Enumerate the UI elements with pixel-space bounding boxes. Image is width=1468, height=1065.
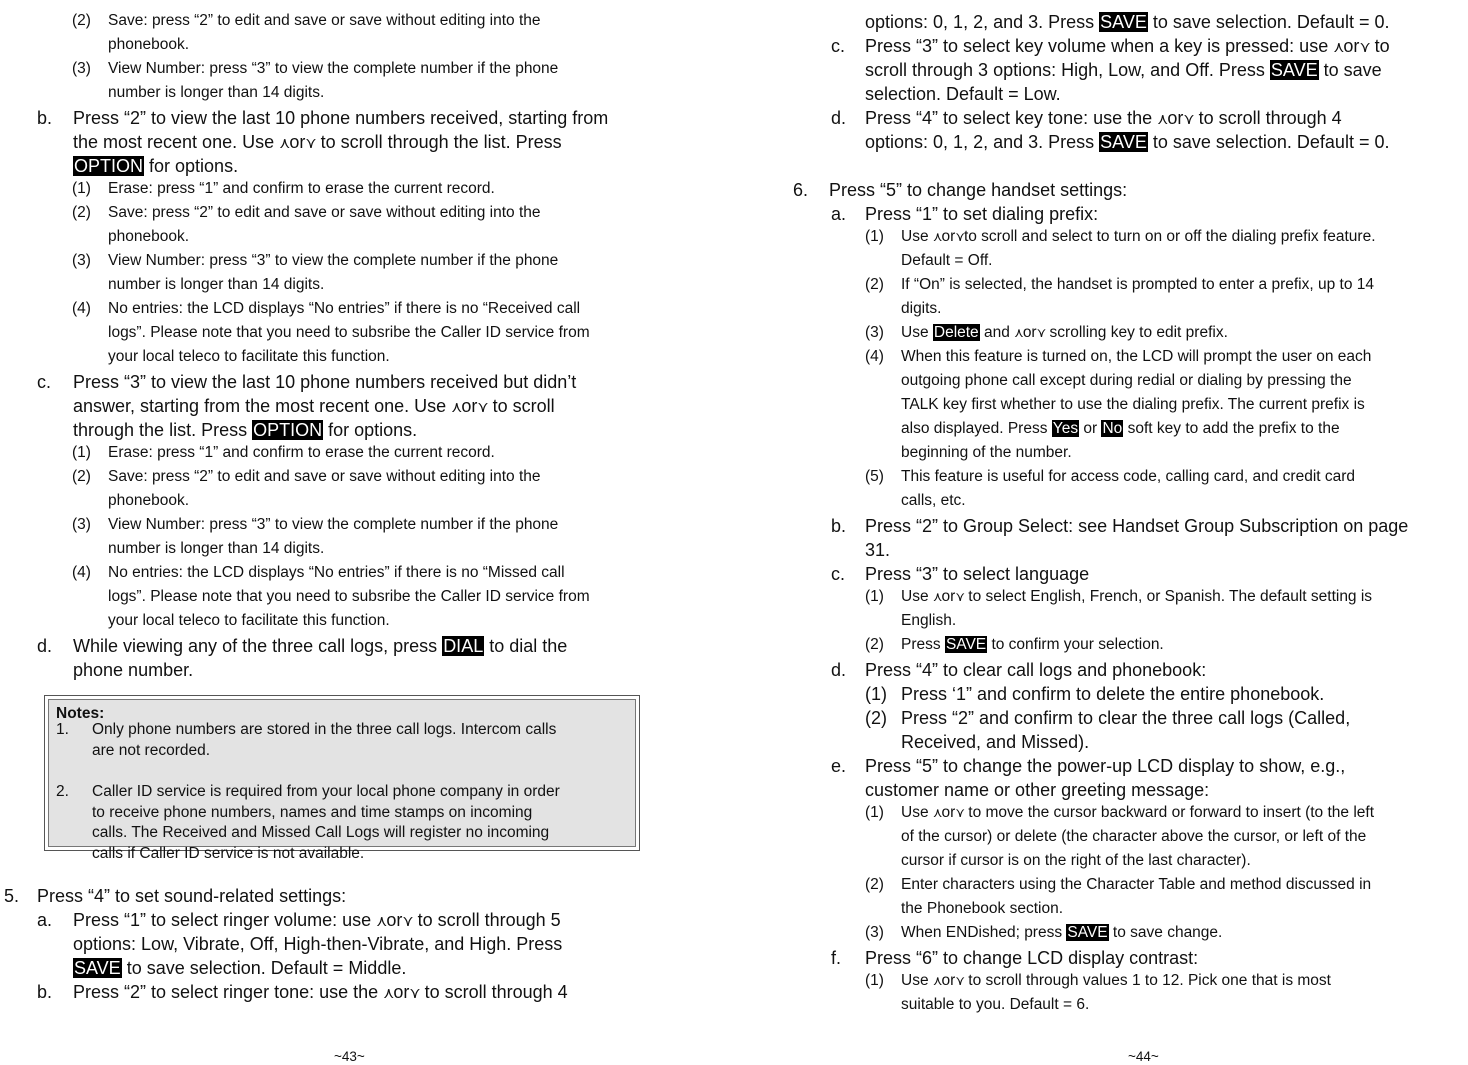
note-marker: 2. <box>56 783 69 800</box>
list-marker: (1) <box>865 228 884 245</box>
body-text: View Number: press “3” to view the complete number if the phone <box>108 516 559 533</box>
list-marker: (3) <box>865 924 884 941</box>
body-text: through the list. Press <box>73 420 253 440</box>
up-down-arrow-icon: ⋏ <box>1014 325 1023 340</box>
body-text: Use ⋏or⋎to scroll and select to turn on or off the dialing prefix feature. <box>901 228 1376 245</box>
list-marker: (1) <box>865 588 884 605</box>
body-text: Press “5” to change handset settings: <box>829 180 1128 200</box>
body-text: Press “2” to view the last 10 phone numbers received, starting from <box>73 108 609 128</box>
body-text: phone number. <box>73 660 194 680</box>
list-marker: c. <box>37 372 52 392</box>
body-text: Press <box>901 636 945 653</box>
body-text: 31. <box>865 540 891 560</box>
body-text: When this feature is turned on, the LCD will prompt the user on each <box>901 348 1372 365</box>
note-text: calls. The Received and Missed Call Logs will register no incoming <box>92 824 550 841</box>
body-text: scroll through 3 options: High, Low, and Off. Press <box>865 60 1270 80</box>
key-label: OPTION <box>74 156 144 176</box>
body-text: View Number: press “3” to view the complete number if the phone <box>108 252 559 269</box>
list-marker: (4) <box>865 348 884 365</box>
body-text: Press “1” to set dialing prefix: <box>865 204 1099 224</box>
notes-title: Notes: <box>56 705 105 722</box>
list-marker: (4) <box>72 564 91 581</box>
body-text: No entries: the LCD displays “No entries” if there is no “Received call <box>108 300 581 317</box>
body-text: your local teleco to facilitate this function. <box>108 612 390 629</box>
list-marker: (2) <box>72 12 91 29</box>
list-marker: f. <box>831 948 842 968</box>
list-marker: (1) <box>865 972 884 989</box>
body-text: logs”. Please note that you need to subsribe the Caller ID service from <box>108 588 590 605</box>
body-text: View Number: press “3” to view the complete number if the phone <box>108 60 559 77</box>
list-marker: 5. <box>4 886 20 906</box>
up-down-arrow-icon: ⋏ <box>1333 39 1344 56</box>
body-text: If “On” is selected, the handset is prompted to enter a prefix, up to 14 <box>901 276 1375 293</box>
body-text: Erase: press “1” and confirm to erase the current record. <box>108 444 495 461</box>
list-marker: b. <box>37 982 53 1002</box>
up-down-arrow-icon: ⋏ <box>451 399 462 416</box>
list-marker: e. <box>831 756 847 776</box>
body-text: Erase: press “1” and confirm to erase the current record. <box>108 180 495 197</box>
body-text: When ENDished; press <box>901 924 1067 941</box>
up-down-arrow-icon: ⋏ <box>279 135 290 152</box>
body-text: of the cursor) or delete (the character above the cursor, or left of the <box>901 828 1367 845</box>
list-marker: c. <box>831 564 846 584</box>
body-text: Press “2” and confirm to clear the three call logs (Called, <box>901 708 1351 728</box>
body-text: suitable to you. Default = 6. <box>901 996 1090 1013</box>
up-down-arrow-icon: ⋏ <box>932 973 942 988</box>
body-text: outgoing phone call except during redial or dialing by pressing the <box>901 372 1352 389</box>
body-text: TALK key first whether to use the dialing prefix. The current prefix is <box>901 396 1365 413</box>
body-text: Press “4” to select key tone: use the ⋏or⋎ to scroll through 4 <box>865 108 1342 128</box>
body-text: phonebook. <box>108 228 190 245</box>
body-text: answer, starting from the most recent one. Use ⋏or⋎ to scroll <box>73 396 555 416</box>
list-marker: (2) <box>865 636 884 653</box>
up-down-arrow-icon: ⋏ <box>376 913 387 930</box>
list-marker: (4) <box>72 300 91 317</box>
body-text: phonebook. <box>108 36 190 53</box>
list-marker: (3) <box>72 252 91 269</box>
note-text: Only phone numbers are stored in the three call logs. Intercom calls <box>92 721 557 738</box>
body-text: Press ‘1” and confirm to delete the entire phonebook. <box>901 684 1325 704</box>
up-down-arrow-icon: ⋏ <box>383 985 394 1002</box>
body-text: Use ⋏or⋎ to scroll through values 1 to 12. Pick one that is most <box>901 972 1331 989</box>
body-text: digits. <box>901 300 942 317</box>
body-text: Press “6” to change LCD display contrast: <box>865 948 1199 968</box>
body-text: Use <box>901 324 933 341</box>
note-text: Caller ID service is required from your local phone company in order <box>92 783 560 800</box>
body-text: calls, etc. <box>901 492 966 509</box>
body-text: No entries: the LCD displays “No entries” if there is no “Missed call <box>108 564 565 581</box>
up-down-arrow-icon: ⋏ <box>932 229 942 244</box>
note-marker: 1. <box>56 721 69 738</box>
body-text: While viewing any of the three call logs, press <box>73 636 443 656</box>
body-text: also displayed. Press <box>901 420 1052 437</box>
body-text: your local teleco to facilitate this function. <box>108 348 390 365</box>
up-down-arrow-icon: ⋏ <box>932 805 942 820</box>
body-text: options: 0, 1, 2, and 3. Press <box>865 12 1100 32</box>
body-text: options: Low, Vibrate, Off, High-then-Vibrate, and High. Press <box>73 934 563 954</box>
body-text: Use ⋏or⋎ to move the cursor backward or forward to insert (to the left <box>901 804 1375 821</box>
key-label: No <box>1102 420 1123 437</box>
body-text: Press “1” to select ringer volume: use ⋏or⋎ to scroll through 5 <box>73 910 561 930</box>
key-label: DIAL <box>443 636 484 656</box>
page-number-right: ~44~ <box>1128 1049 1159 1064</box>
body-text: the Phonebook section. <box>901 900 1064 917</box>
list-marker: 6. <box>793 180 809 200</box>
list-marker: (2) <box>865 276 884 293</box>
body-text: selection. Default = Low. <box>865 84 1061 104</box>
body-text: options: 0, 1, 2, and 3. Press <box>865 132 1100 152</box>
body-text: logs”. Please note that you need to subsribe the Caller ID service from <box>108 324 590 341</box>
list-marker: c. <box>831 36 846 56</box>
body-text: phonebook. <box>108 492 190 509</box>
body-text: Press “4” to clear call logs and phonebook: <box>865 660 1207 680</box>
note-text: to receive phone numbers, names and time stamps on incoming <box>92 804 533 821</box>
up-down-arrow-icon: ⋏ <box>932 589 942 604</box>
list-marker: b. <box>37 108 53 128</box>
list-marker: (1) <box>72 444 91 461</box>
key-label: OPTION <box>253 420 323 440</box>
key-label: Yes <box>1052 420 1079 437</box>
body-text: Press “3” to select key volume when a key is pressed: use ⋏or⋎ to <box>865 36 1390 56</box>
body-text: beginning of the number. <box>901 444 1072 461</box>
list-marker: (2) <box>865 708 887 728</box>
key-label: Delete <box>933 324 979 341</box>
body-text: Press “2” to Group Select: see Handset Group Subscription on page <box>865 516 1409 536</box>
body-text: Save: press “2” to edit and save or save without editing into the <box>108 204 541 221</box>
list-marker: (3) <box>72 60 91 77</box>
body-text: Press “4” to set sound-related settings: <box>37 886 347 906</box>
body-text: Save: press “2” to edit and save or save without editing into the <box>108 468 541 485</box>
body-text: Press “3” to view the last 10 phone numbers received but didn’t <box>73 372 577 392</box>
body-text: Enter characters using the Character Table and method discussed in <box>901 876 1372 893</box>
body-text: This feature is useful for access code, calling card, and credit card <box>901 468 1356 485</box>
notes-box <box>44 695 640 862</box>
up-down-arrow-icon: ⋏ <box>1157 111 1168 128</box>
list-marker: d. <box>831 660 847 680</box>
list-marker: (1) <box>865 684 887 704</box>
body-text: Press “2” to select ringer tone: use the ⋏or⋎ to scroll through 4 <box>73 982 568 1002</box>
list-marker: a. <box>831 204 847 224</box>
key-label: SAVE <box>74 958 121 978</box>
key-label: SAVE <box>1067 924 1108 941</box>
list-marker: (1) <box>72 180 91 197</box>
key-label: SAVE <box>1270 60 1318 80</box>
list-marker: d. <box>37 636 53 656</box>
body-text: customer name or other greeting message: <box>865 780 1210 800</box>
body-text: number is longer than 14 digits. <box>108 540 325 557</box>
body-text: number is longer than 14 digits. <box>108 276 325 293</box>
body-text: the most recent one. Use ⋏or⋎ to scroll through the list. Press <box>73 132 562 152</box>
body-text: Press “5” to change the power-up LCD display to show, e.g., <box>865 756 1346 776</box>
key-label: SAVE <box>945 636 987 653</box>
body-text: English. <box>901 612 957 629</box>
key-label: SAVE <box>1100 12 1147 32</box>
key-label: SAVE <box>1100 132 1147 152</box>
body-text: cursor if cursor is on the right of the last character). <box>901 852 1251 869</box>
list-marker: (3) <box>72 516 91 533</box>
page-number-left: ~43~ <box>334 1049 365 1064</box>
body-text: Use ⋏or⋎ to select English, French, or Spanish. The default setting is <box>901 588 1373 605</box>
list-marker: (5) <box>865 468 884 485</box>
list-marker: d. <box>831 108 847 128</box>
list-marker: (2) <box>72 468 91 485</box>
note-text: are not recorded. <box>92 742 211 759</box>
list-marker: (2) <box>865 876 884 893</box>
list-marker: (3) <box>865 324 884 341</box>
list-marker: (2) <box>72 204 91 221</box>
note-text: calls if Caller ID service is not available. <box>92 845 365 862</box>
body-text: Default = Off. <box>901 252 993 269</box>
list-marker: a. <box>37 910 53 930</box>
list-marker: (1) <box>865 804 884 821</box>
body-text: Received, and Missed). <box>901 732 1090 752</box>
body-text: number is longer than 14 digits. <box>108 84 325 101</box>
body-text: Press “3” to select language <box>865 564 1090 584</box>
body-text: Save: press “2” to edit and save or save without editing into the <box>108 12 541 29</box>
list-marker: b. <box>831 516 847 536</box>
